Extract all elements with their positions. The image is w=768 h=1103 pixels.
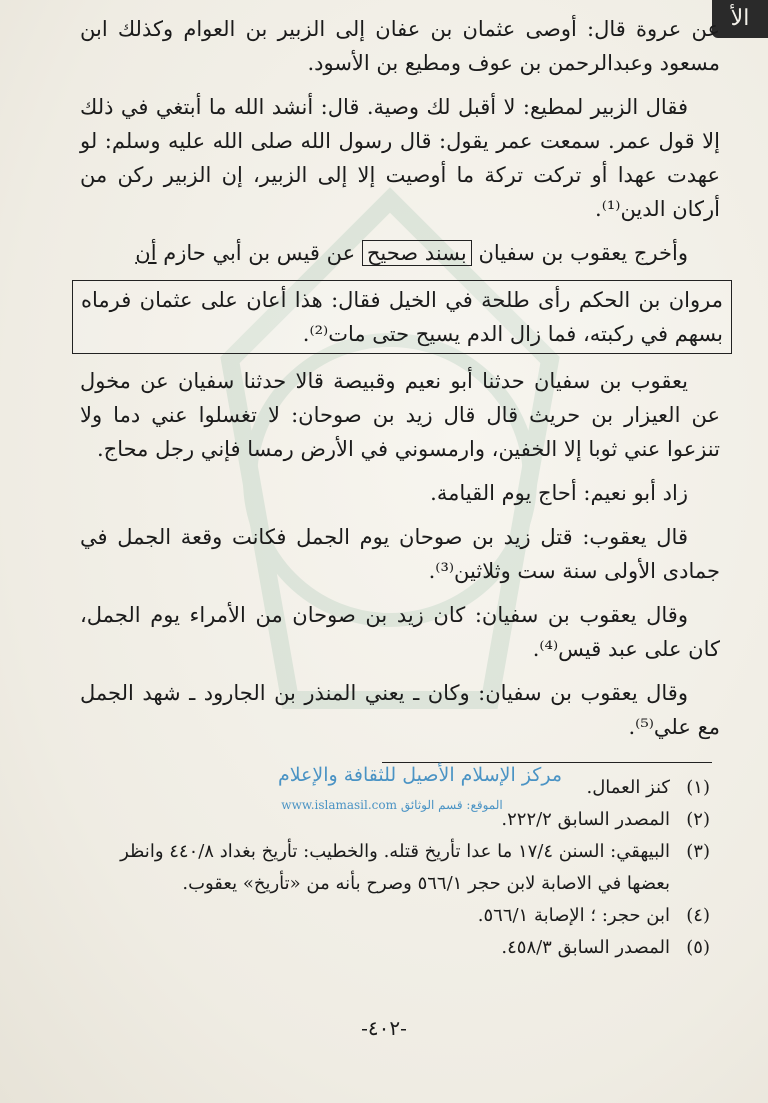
paragraph-3 [80, 236, 720, 270]
watermark-title: مركز الإسلام الأصيل للثقافة والإعلام [277, 764, 563, 786]
footnote-text: المصدر السابق ٢٢٢/٢. [501, 809, 670, 830]
footnote [100, 804, 710, 836]
paragraph-8: وقال يعقوب بن سفيان: وكان ـ يعني المنذر بن الجارود ـ شهد الجمل مع علي⁽⁵⁾. [80, 681, 720, 739]
footnote-number: (١) [686, 777, 710, 798]
paragraph-7: وقال يعقوب بن سفيان: كان زيد بن صوحان من الأمراء يوم الجمل، كان على عبد قيس⁽⁴⁾. [80, 603, 720, 661]
footnote-number: (٢) [686, 809, 710, 830]
paragraph-1: عن عروة قال: أوصى عثمان بن عفان إلى الزبير بن العوام وكذلك ابن مسعود وعبدالرحمن بن عوف ومطيع بن الأسود. [80, 17, 720, 75]
footnote [100, 900, 710, 932]
paragraph-3-before: وأخرج يعقوب بن سفيان [478, 241, 688, 265]
footnote-number: (٤) [686, 905, 710, 926]
boxed-quote: مروان بن الحكم رأى طلحة في الخيل فقال: هذا أعان على عثمان فرماه بسهم في ركبته، فما زال الدم يسيح حتى مات⁽²⁾. [72, 280, 732, 354]
footnote-text: كنز العمال. [586, 777, 670, 798]
footnotes [100, 772, 710, 964]
footnote-number: (٥) [686, 937, 710, 958]
footnote [100, 932, 710, 964]
footnote-text: ابن حجر: ؛ الإصابة ٥٦٦/١. [477, 905, 670, 926]
footnote-text: البيهقي: السنن ١٧/٤ ما عدا تأريخ قتله. والخطيب: تأريخ بغداد ٤٤٠/٨ وانظر بعضها في الاصابة لابن حجر ٥٦٦/١ وصرح بأنه من «تأريخ» يعقوب. [120, 841, 670, 894]
footnote-divider [382, 762, 712, 763]
footnote-number: (٣) [686, 841, 710, 862]
paragraph-4: يعقوب بن سفيان حدثنا أبو نعيم وقبيصة قالا حدثنا سفيان عن مخول عن العيزار بن حريث قال قال زيد بن صوحان: لا تغسلوا عني دما ولا تنزعوا عني ثوبا إلا الخفين، وارمسوني في الأرض رمسا فإني رجل محاج. [80, 369, 720, 461]
underlined-word: أن [135, 241, 157, 265]
footnote [100, 772, 710, 804]
boxed-phrase: بسند صحيح [362, 240, 472, 266]
main-text [80, 12, 723, 754]
page-number: -٤٠٢- [361, 1016, 407, 1040]
watermark-subtitle: www.islamasil.com الموقع: قسم الوثائق [281, 798, 503, 812]
footnote-text: المصدر السابق ٤٥٨/٣. [501, 937, 670, 958]
paragraph-6: قال يعقوب: قتل زيد بن صوحان يوم الجمل فكانت وقعة الجمل في جمادى الأولى سنة ست وثلاثين⁽³⁾. [80, 525, 720, 583]
paragraph-3-middle: عن قيس بن أبي حازم [163, 241, 356, 265]
footnote [100, 836, 710, 900]
paragraph-5: زاد أبو نعيم: أحاج يوم القيامة. [430, 481, 688, 505]
corner-tab: الأ [712, 0, 768, 38]
paragraph-2: فقال الزبير لمطيع: لا أقبل لك وصية. قال: أنشد الله ما أبتغي في ذلك إلا قول عمر. سمعت عمر يقول: قال رسول الله صلى الله عليه وسلم: لو عهدت عهدا أو تركت تركة ما أوصيت إلا إلى الزبير، إن الزبير ركن من أركان الدين⁽¹⁾. [80, 95, 720, 221]
